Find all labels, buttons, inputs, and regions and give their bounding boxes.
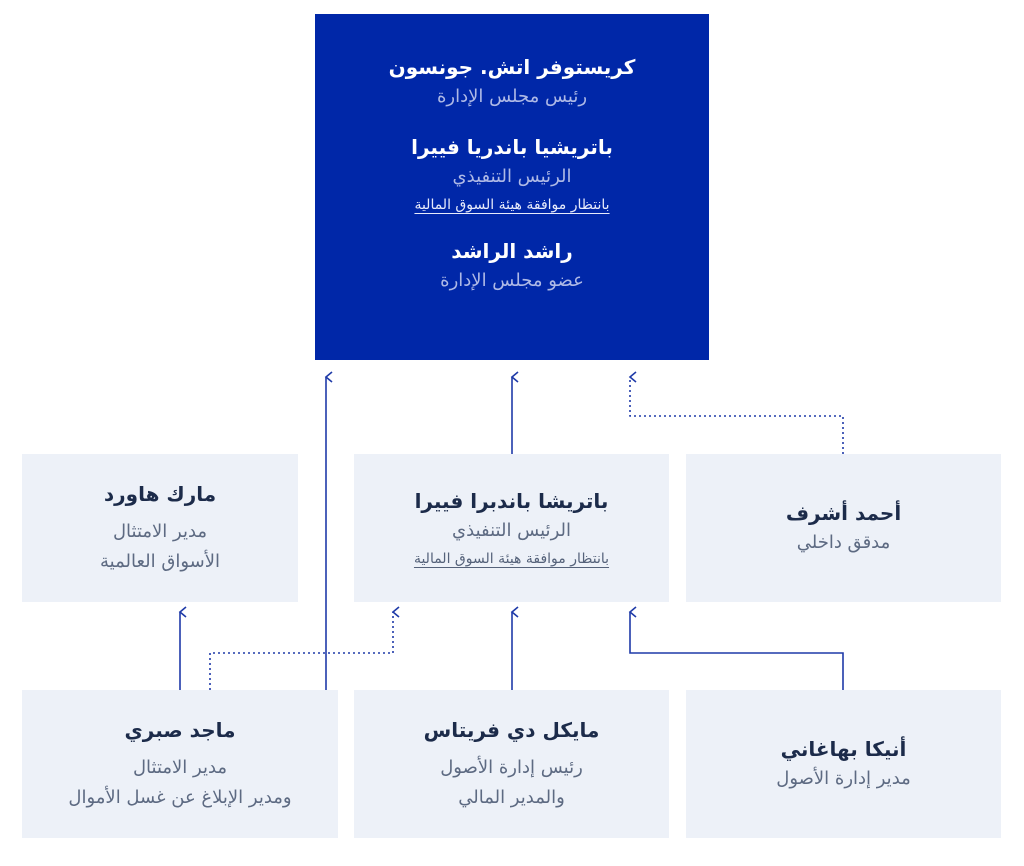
box-cfo (354, 690, 669, 838)
person-role-line2: والمدير المالي (458, 787, 565, 808)
person-role: مدير الامتثال (132, 757, 228, 778)
person-name: أحمد أشرف (785, 501, 902, 525)
member-name: كريستوفر اتش. جونسون (388, 55, 636, 79)
person-name: باتريشا باندبرا فييرا (414, 489, 609, 513)
box-compliance-aml (22, 690, 338, 838)
member-name: راشد الراشد (451, 239, 573, 263)
line-ahmed-to-board (630, 377, 843, 454)
board-member-director (440, 236, 584, 296)
person-role: رئيس إدارة الأصول (440, 757, 583, 778)
line-majed-to-ceo (210, 612, 393, 690)
box-ceo (354, 454, 669, 602)
person-name: مايكل دي فريتاس (423, 718, 600, 742)
box-compliance-global (22, 454, 298, 602)
box-asset-manager (686, 690, 1001, 838)
person-name: ماجد صبري (124, 718, 236, 742)
member-role: الرئيس التنفيذي (452, 166, 572, 187)
person-role: مدقق داخلي (796, 532, 891, 553)
board-box (315, 14, 709, 360)
person-role: مدير الامتثال (112, 521, 208, 542)
person-role-line2: ومدير الإبلاغ عن غسل الأموال (68, 787, 292, 808)
line-anika-to-ceo (630, 612, 843, 690)
member-role: عضو مجلس الإدارة (440, 270, 584, 291)
member-name: باتريشيا باندريا فييرا (411, 135, 613, 159)
person-name: مارك هاورد (103, 482, 217, 506)
person-role: مدير إدارة الأصول (776, 768, 911, 789)
board-member-ceo (411, 132, 613, 216)
person-role-line2: الأسواق العالمية (100, 551, 220, 572)
person-name: أنيكا بهاغاني (780, 737, 907, 761)
board-member-chairman (389, 52, 636, 112)
person-role: الرئيس التنفيذي (452, 520, 571, 541)
box-internal-auditor (686, 454, 1001, 602)
member-role: رئيس مجلس الإدارة (436, 86, 588, 107)
approval-note: بانتظار موافقة هيئة السوق المالية (413, 551, 610, 567)
approval-note: بانتظار موافقة هيئة السوق المالية (414, 197, 610, 213)
